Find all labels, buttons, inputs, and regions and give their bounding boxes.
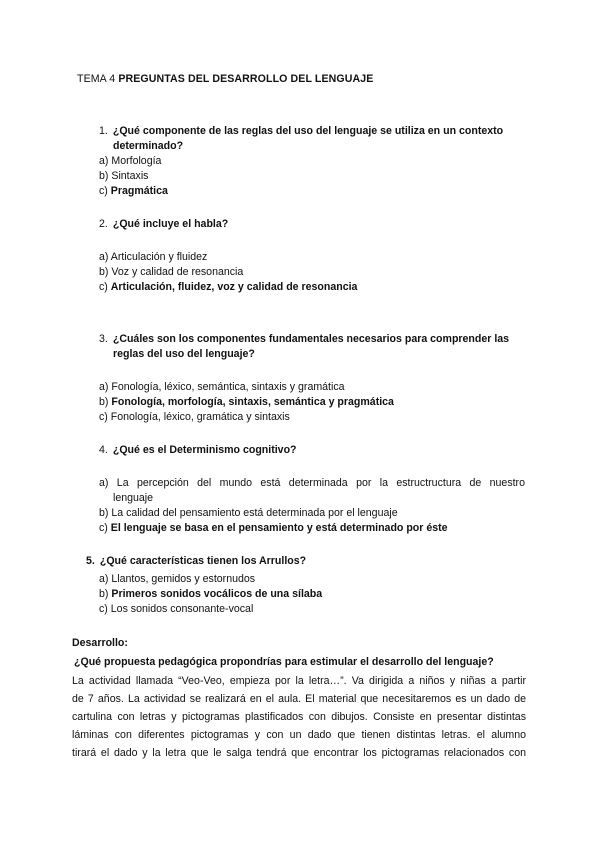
question-1 bbox=[99, 125, 503, 137]
question-number: 3. bbox=[99, 333, 108, 345]
option-text: Articulación y fluidez bbox=[110, 251, 208, 263]
option-5b bbox=[99, 588, 322, 600]
paragraph-line: de 7 años. La actividad se realizará en el aula. El material que necesitaremos es un dado de bbox=[72, 693, 526, 705]
question-2 bbox=[99, 218, 228, 230]
page-title bbox=[77, 73, 373, 85]
question-4 bbox=[99, 444, 297, 456]
option-4b bbox=[99, 507, 398, 519]
question-text: ¿Qué es el Determinismo cognitivo? bbox=[112, 444, 297, 456]
question-text: ¿Qué características tienen los Arrullos? bbox=[99, 555, 307, 567]
option-1b bbox=[99, 170, 148, 182]
option-letter: a) bbox=[99, 155, 109, 167]
option-2c bbox=[99, 281, 357, 293]
option-text: Llantos, gemidos y estornudos bbox=[111, 573, 256, 585]
question-3 bbox=[99, 333, 509, 345]
option-4c bbox=[99, 522, 448, 534]
question-number: 5. bbox=[86, 555, 95, 567]
option-text: Sintaxis bbox=[111, 170, 149, 182]
option-3a bbox=[99, 381, 345, 393]
option-2b bbox=[99, 266, 243, 278]
option-letter: a) bbox=[99, 573, 109, 585]
option-letter: b) bbox=[99, 507, 109, 519]
option-5c bbox=[99, 603, 253, 615]
question-number: 1. bbox=[99, 125, 108, 137]
option-letter: c) bbox=[99, 522, 108, 534]
development-question: ¿Qué propuesta pedagógica propondrías para estimular el desarrollo del lenguaje? bbox=[74, 656, 494, 668]
paragraph-line: cartulina con letras y pictogramas plastificados con dibujos. Consiste en presentar distintas bbox=[72, 711, 526, 723]
option-text-correct: Primeros sonidos vocálicos de una sílaba bbox=[111, 588, 323, 600]
option-text: La calidad del pensamiento está determinada por el lenguaje bbox=[111, 507, 398, 519]
question-text: ¿Qué incluye el habla? bbox=[112, 218, 229, 230]
option-1c bbox=[99, 185, 168, 197]
option-text: La percepción del mundo está determinada por la estructructura de nuestro bbox=[116, 477, 525, 489]
option-text-correct: Articulación, fluidez, voz y calidad de resonancia bbox=[110, 281, 358, 293]
option-2a bbox=[99, 251, 207, 263]
option-letter: c) bbox=[99, 603, 108, 615]
option-text-correct: Pragmática bbox=[110, 185, 168, 197]
title-prefix: TEMA 4 bbox=[77, 73, 119, 85]
development-heading: Desarrollo: bbox=[72, 637, 128, 649]
option-letter: b) bbox=[99, 396, 109, 408]
option-text-correct: El lenguaje se basa en el pensamiento y está determinado por éste bbox=[110, 522, 448, 534]
option-text: Fonología, léxico, gramática y sintaxis bbox=[110, 411, 290, 423]
option-1a bbox=[99, 155, 161, 167]
option-letter: c) bbox=[99, 281, 108, 293]
option-4a bbox=[99, 477, 525, 489]
option-text: Los sonidos consonante-vocal bbox=[110, 603, 254, 615]
option-letter: b) bbox=[99, 170, 109, 182]
option-letter: b) bbox=[99, 266, 109, 278]
question-1-continuation: determinado? bbox=[113, 140, 184, 152]
option-4a-continuation: lenguaje bbox=[113, 492, 154, 504]
question-5 bbox=[86, 555, 306, 567]
option-letter: a) bbox=[99, 251, 109, 263]
paragraph-line: láminas con diferentes pictogramas y con un dado que tienen distintas letras. el alumno bbox=[72, 729, 526, 741]
option-letter: b) bbox=[99, 588, 109, 600]
question-text: ¿Qué componente de las reglas del uso del lenguaje se utiliza en un contexto bbox=[112, 125, 504, 137]
title-main: PREGUNTAS DEL DESARROLLO DEL LENGUAJE bbox=[118, 73, 374, 85]
option-3b bbox=[99, 396, 394, 408]
option-letter: c) bbox=[99, 411, 108, 423]
option-letter: c) bbox=[99, 185, 108, 197]
paragraph-line: La actividad llamada “Veo-Veo, empieza por la letra…”. Va dirigida a niños y niñas a partir bbox=[72, 675, 526, 687]
paragraph-line: tirará el dado y la letra que le salga tendrá que encontrar los pictogramas relacionados con bbox=[72, 747, 526, 759]
question-3-continuation: reglas del uso del lenguaje? bbox=[113, 348, 255, 360]
option-5a bbox=[99, 573, 255, 585]
option-text: Fonología, léxico, semántica, sintaxis y gramática bbox=[111, 381, 345, 393]
option-text: Morfología bbox=[111, 155, 162, 167]
option-text: Voz y calidad de resonancia bbox=[111, 266, 244, 278]
question-number: 2. bbox=[99, 218, 108, 230]
option-letter: a) bbox=[99, 477, 109, 489]
question-number: 4. bbox=[99, 444, 108, 456]
option-3c bbox=[99, 411, 290, 423]
question-text: ¿Cuáles son los componentes fundamentales necesarios para comprender las bbox=[112, 333, 510, 345]
option-letter: a) bbox=[99, 381, 109, 393]
option-text-correct: Fonología, morfología, sintaxis, semántica y pragmática bbox=[111, 396, 394, 408]
